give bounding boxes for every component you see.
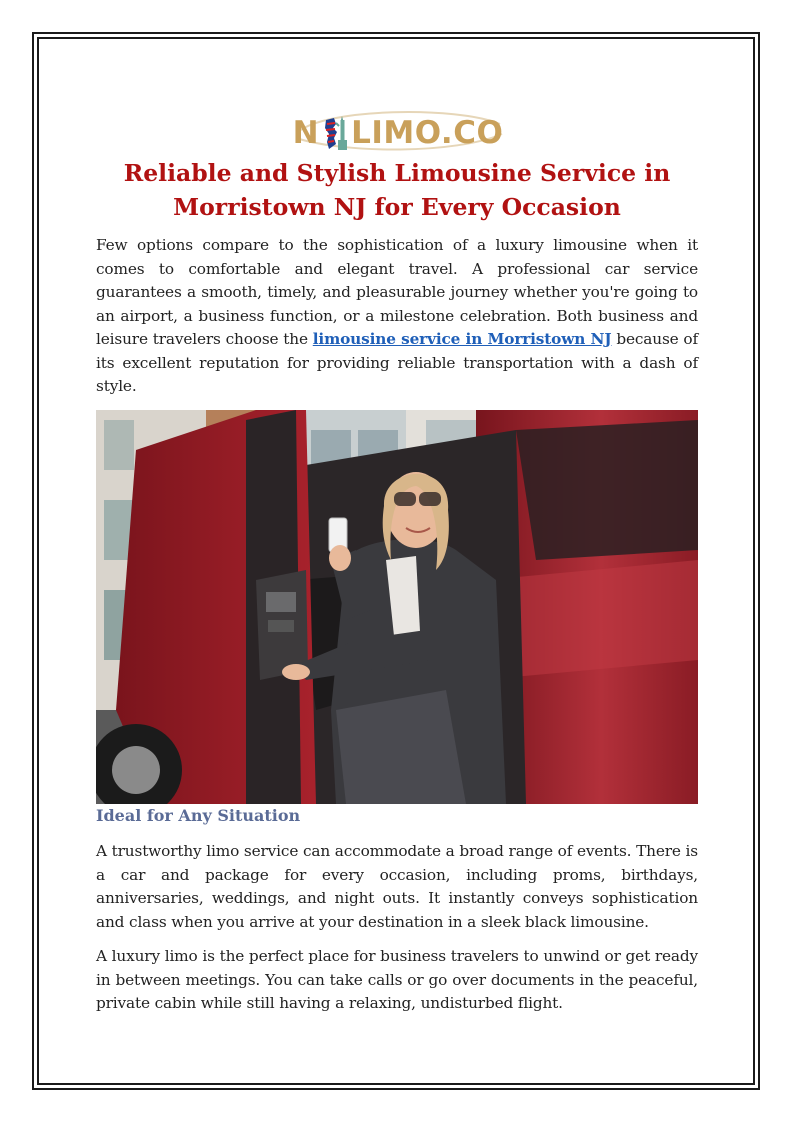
- limousine-service-link[interactable]: limousine service in Morristown NJ: [312, 330, 612, 348]
- intro-paragraph: [96, 234, 698, 399]
- logo-letters-right: LIMO.CO: [351, 115, 504, 151]
- intro-text-before-link: Few options compare to the sophistication of a luxury limousine when it comes to comfortable and elegant travel. A professional car service guarantees a smooth, timely, and pleasurable journey whether you're going to an airport, a business function, or a milestone celebration. Both business and leisure travelers choose the: [96, 236, 698, 348]
- page-title: Reliable and Stylish Limousine Service in Morristown NJ for Every Occasion: [123, 159, 671, 221]
- company-logo[interactable]: [288, 110, 508, 156]
- section-paragraph-1: A trustworthy limo service can accommodate a broad range of events. There is a car and package for every occasion, including proms, birthdays, anniversaries, weddings, and night outs. It instantly conveys sophistication and class when you arrive at your destination in a sleek black limousine.: [96, 842, 698, 931]
- intro-text-after-link: because of its excellent reputation for providing reliable transportation with a dash of style.: [96, 330, 698, 395]
- section-paragraph-2: A luxury limo is the perfect place for business travelers to unwind or get ready in between meetings. You can take calls or go over documents in the peaceful, private cabin while still having a relaxing, undisturbed flight.: [96, 947, 698, 1012]
- section-heading: Ideal for Any Situation: [96, 806, 301, 825]
- new-jersey-liberty-icon: [320, 114, 350, 152]
- logo-letters-left: N: [292, 115, 320, 151]
- woman-in-red-car-photo: [96, 410, 698, 804]
